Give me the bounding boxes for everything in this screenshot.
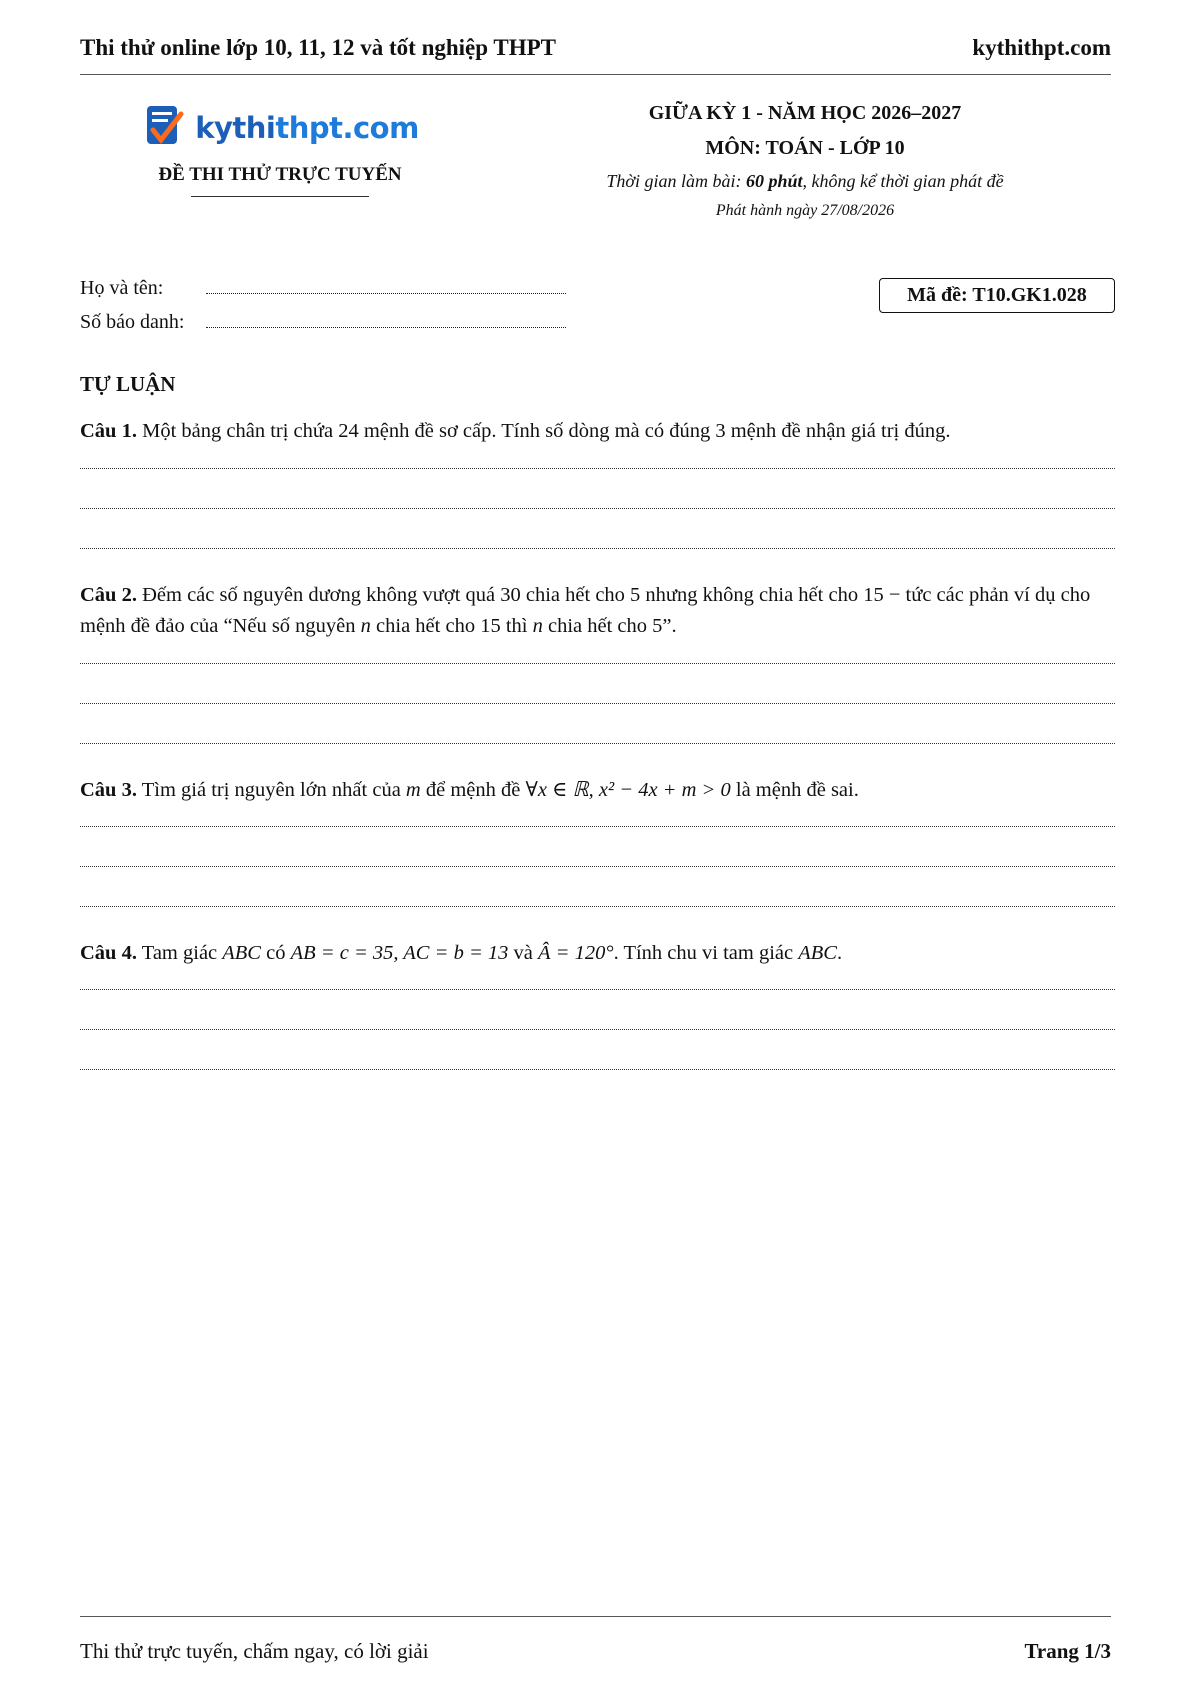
question-4: Câu 4. Tam giác ABC có AB = c = 35, AC = b = 13 và Â = 120°. Tính chu vi tam giác ABC. [80, 942, 843, 964]
answer-line[interactable] [80, 826, 1115, 827]
question-2: Câu 2. Đếm các số nguyên dương không vượt quá 30 chia hết cho 5 nhưng không chia hết cho 15 − tức các phản ví dụ cho mệnh đề đảo của “Nếu số nguyên n chia hết cho 15 thì n chia hết cho 5”. [80, 584, 1091, 637]
id-label: Số báo danh: [80, 311, 185, 333]
answer-line[interactable] [80, 743, 1115, 744]
logo-text: kythithpt.com [195, 111, 419, 145]
subtitle-rule [191, 196, 369, 197]
page-number: Trang 1/3 [1024, 1638, 1111, 1663]
brand-block [120, 100, 440, 197]
section-title: TỰ LUẬN [80, 372, 176, 396]
answer-line[interactable] [80, 548, 1115, 549]
answer-line[interactable] [80, 508, 1115, 509]
answer-line[interactable] [80, 663, 1115, 664]
exam-release-date: Phát hành ngày 27/08/2026 [715, 202, 895, 219]
id-row [80, 300, 566, 334]
logo [120, 100, 440, 156]
student-info [80, 266, 566, 334]
question-1: Câu 1. Một bảng chân trị chứa 24 mệnh đề sơ cấp. Tính số dòng mà có đúng 3 mệnh đề nhận giá trị đúng. [80, 420, 951, 442]
name-field[interactable] [206, 293, 566, 294]
exam-title: GIỮA KỲ 1 - NĂM HỌC 2026–2027 [648, 102, 962, 124]
question-3: Câu 3. Tìm giá trị nguyên lớn nhất của m để mệnh đề ∀x ∈ ℝ, x² − 4x + m > 0 là mệnh đề sai. [80, 779, 859, 801]
header-left-text: Thi thử online lớp 10, 11, 12 và tốt nghiệp THPT [80, 35, 556, 60]
page-header [80, 22, 1111, 75]
exam-code-box: Mã đề: T10.GK1.028 [879, 278, 1115, 313]
exam-subject: MÔN: TOÁN - LỚP 10 [705, 137, 905, 159]
footer-tagline: Thi thử trực tuyến, chấm ngay, có lời giải [80, 1638, 429, 1663]
answer-line[interactable] [80, 1029, 1115, 1030]
header-site-name: kythithpt.com [972, 35, 1111, 60]
answer-line[interactable] [80, 468, 1115, 469]
answer-line[interactable] [80, 989, 1115, 990]
page-footer [80, 1616, 1111, 1685]
name-row [80, 266, 566, 300]
document-check-icon [141, 102, 189, 155]
exam-time: Thời gian làm bài: 60 phút, không kể thời gian phát đề [606, 171, 1004, 191]
answer-line[interactable] [80, 1069, 1115, 1070]
id-field[interactable] [206, 327, 566, 328]
name-label: Họ và tên: [80, 277, 164, 299]
answer-line[interactable] [80, 906, 1115, 907]
answer-line[interactable] [80, 703, 1115, 704]
answer-line[interactable] [80, 866, 1115, 867]
exam-info [555, 96, 1055, 226]
brand-subtitle: ĐỀ THI THỬ TRỰC TUYẾN [158, 164, 402, 185]
